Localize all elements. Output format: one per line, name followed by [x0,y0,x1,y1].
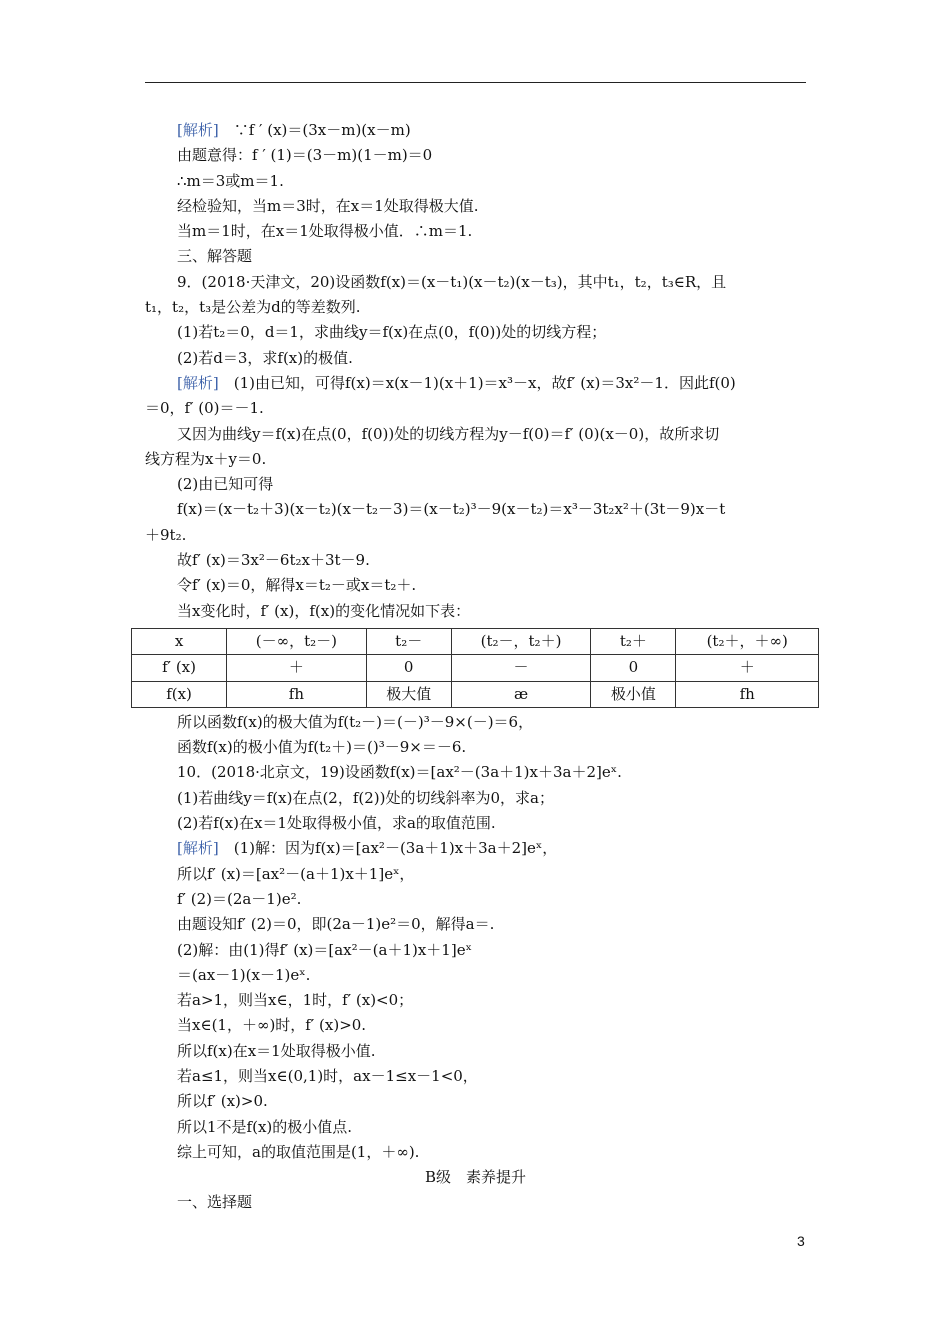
table-cell: 0 [366,655,451,681]
line-text: 所以f′ (x)＝[ax²－(a＋1)x＋1]eˣ， [177,864,415,883]
line-text: 函数f(x)的极小值为f(t₂＋)＝()³－9×＝－6. [177,738,467,757]
line-text: 若a≤1，则当x∈(0,1)时，ax－1≤x－1<0， [177,1066,478,1085]
text-line [145,194,806,219]
page-number: 3 [797,1233,805,1249]
table-cell: fh [676,681,819,707]
line-text: 令f′ (x)＝0，解得x＝t₂－或x＝t₂＋. [177,576,417,595]
text-line [145,912,806,937]
line-text: 所以f(x)在x＝1处取得极小值. [177,1041,376,1060]
page-body [145,118,806,1216]
line-text: 当x变化时，f′ (x)，f(x)的变化情况如下表： [177,601,471,620]
line-text: f′ (2)＝(2a－1)e². [177,889,302,908]
table-cell: t₂－ [366,628,451,654]
line-text: 三、解答题 [177,247,253,266]
line-text: 由题设知f′ (2)＝0，即(2a－1)e²＝0，解得a＝. [177,915,495,934]
line-text: (2)解：由(1)得f′ (x)＝[ax²－(a＋1)x＋1]eˣ [177,940,472,959]
text-line [145,320,806,345]
text-line [145,1140,806,1165]
text-line [145,836,806,861]
text-line [145,710,806,735]
table-cell: t₂＋ [591,628,676,654]
table-cell: 极大值 [366,681,451,707]
table-row [132,655,819,681]
text-line [145,573,806,598]
line-text: (2)若f(x)在x＝1处取得极小值，求a的取值范围. [177,814,496,833]
table-cell: (－∞，t₂－) [227,628,367,654]
table-cell: fh [227,681,367,707]
line-text: ∵f ′ (x)＝(3x－m)(x－m) [218,121,411,139]
text-line [145,862,806,887]
text-line [145,497,806,522]
table-cell: f′ (x) [132,655,227,681]
line-text: (1)解：因为f(x)＝[ax²－(3a＋1)x＋3a＋2]eˣ， [218,839,558,858]
text-line [145,786,806,811]
line-text: t₁，t₂，t₃是公差为d的等差数列. [145,298,361,317]
solution-block-b [145,710,806,1165]
text-line [145,447,806,472]
table-cell: f(x) [132,681,227,707]
line-text: (1)若曲线y＝f(x)在点(2，f(2))处的切线斜率为0，求a； [177,788,554,807]
table-row [132,628,819,654]
text-line [145,887,806,912]
table-cell: ＋ [227,655,367,681]
line-text: 9．(2018·天津文，20)设函数f(x)＝(x－t₁)(x－t₂)(x－t₃)，其中t₁，t₂，t₃∈R，且 [177,272,727,291]
table-row [132,681,819,707]
table-cell: x [132,628,227,654]
text-line [145,1039,806,1064]
line-text: 10．(2018·北京文，19)设函数f(x)＝[ax²－(3a＋1)x＋3a＋2]eˣ. [177,763,622,782]
text-line [145,1013,806,1038]
text-line [145,760,806,785]
analysis-label: [解析] [177,839,219,858]
line-text: 所以1不是f(x)的极小值点. [177,1117,353,1136]
text-line [145,548,806,573]
analysis-label: [解析] [177,121,219,139]
text-line [145,599,806,624]
line-text: ＝0，f′ (0)＝－1. [145,399,264,418]
variation-table [131,628,819,708]
table-cell: － [451,655,591,681]
text-line [145,988,806,1013]
text-line [145,735,806,760]
section-title: B级 素养提升 [424,1168,527,1187]
table-cell: ＋ [676,655,819,681]
text-line [145,963,806,988]
text-line [145,143,806,168]
line-text: 由题意得：f ′ (1)＝(3－m)(1－m)＝0 [177,146,433,165]
line-text: 所以f′ (x)>0. [177,1092,268,1111]
solution-block-a [145,118,806,624]
text-line [145,219,806,244]
table-cell: 极小值 [591,681,676,707]
line-text: 当x∈(1，＋∞)时，f′ (x)>0. [177,1016,367,1035]
line-text: 综上可知，a的取值范围是(1，＋∞). [177,1142,420,1161]
line-text: ＝(ax－1)(x－1)eˣ. [177,965,311,984]
table-cell: (t₂－，t₂＋) [451,628,591,654]
text-line [145,295,806,320]
text-line [145,1064,806,1089]
text-line [145,1115,806,1140]
header-rule [145,82,806,83]
table-cell: æ [451,681,591,707]
text-line [145,118,806,143]
line-text: ∴m＝3或m＝1. [177,171,284,190]
line-text: 又因为曲线y＝f(x)在点(0，f(0))处的切线方程为y－f(0)＝f′ (0)(x－0)，故所求切 [177,424,720,443]
text-line [145,811,806,836]
line-text: 经检验知，当m＝3时，在x＝1处取得极大值. [177,196,479,215]
line-text: 故f′ (x)＝3x²－6t₂x＋3t－9. [177,551,370,570]
line-text: (2)由已知可得 [177,475,274,494]
analysis-label: [解析] [177,373,219,392]
line-text: 线方程为x＋y＝0. [145,449,267,468]
text-line [145,938,806,963]
line-text: 所以函数f(x)的极大值为f(t₂－)＝(－)³－9×(－)＝6， [177,712,534,731]
line-text: ＋9t₂. [145,525,187,544]
line-text: 当m＝1时，在x＝1处取得极小值．∴m＝1. [177,222,473,241]
subsection-heading: 一、选择题 [177,1193,253,1212]
table-cell: (t₂＋，＋∞) [676,628,819,654]
text-line [145,422,806,447]
text-line [145,371,806,396]
line-text: (1)由已知，可得f(x)＝x(x－1)(x＋1)＝x³－x，故f′ (x)＝3x²－1．因此f(0) [218,373,736,392]
text-line [145,244,806,269]
table-cell: 0 [591,655,676,681]
text-line [145,1089,806,1114]
text-line [145,270,806,295]
text-line [145,396,806,421]
text-line [145,169,806,194]
line-text: 若a>1，则当x∈，1时，f′ (x)<0； [177,991,414,1010]
line-text: f(x)＝(x－t₂＋3)(x－t₂)(x－t₂－3)＝(x－t₂)³－9(x－t₂)＝x³－3t₂x²＋(3t－9)x－t [177,500,726,519]
text-line [145,472,806,497]
text-line [145,523,806,548]
line-text: (1)若t₂＝0，d＝1，求曲线y＝f(x)在点(0，f(0))处的切线方程； [177,323,607,342]
text-line [145,346,806,371]
line-text: (2)若d＝3，求f(x)的极值. [177,348,353,367]
